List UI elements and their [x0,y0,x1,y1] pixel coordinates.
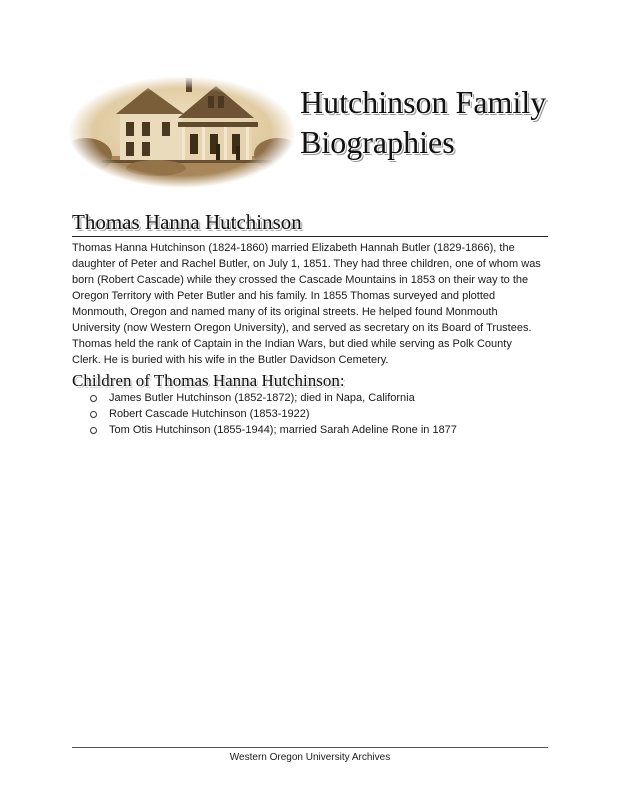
section-heading: Thomas Hanna Hutchinson [72,208,548,237]
bio-line: Thomas held the rank of Captain in the Indian Wars, but died while serving as Polk County [72,338,512,350]
bio-line: Thomas Hanna Hutchinson (1824-1860) married Elizabeth Hannah Butler (1829-1866), the [72,242,515,254]
bio-line: born (Robert Cascade) while they crossed the Cascade Mountains in 1853 on their way to the [72,274,529,286]
bio-line: Monmouth, Oregon and named many of its original streets. He helped found Monmouth [72,306,498,318]
page-title-line-1: Hutchinson Family [300,84,547,120]
page-title-line-2: Biographies [300,124,455,160]
list-item-text: Robert Cascade Hutchinson (1853-1922) [109,408,310,420]
bio-line: Oregon Territory with Peter Butler and his family. In 1855 Thomas surveyed and plotted [72,290,496,302]
list-item [90,390,457,406]
bio-line: University (now Western Oregon University), and served as secretary on its Board of Trustees. [72,322,532,334]
footer-divider [72,747,548,748]
hollow-circle-bullet-icon [90,411,97,418]
house-photo-icon [66,74,298,190]
list-item-text: James Butler Hutchinson (1852-1872); died in Napa, California [109,392,415,404]
page-title [300,82,546,162]
hollow-circle-bullet-icon [90,395,97,402]
biography-paragraph [72,240,550,368]
bio-line: daughter of Peter and Rachel Butler, on July 1, 1851. They had three children, one of whom was [72,258,541,270]
list-item [90,422,457,438]
list-item [90,406,457,422]
list-item-text: Tom Otis Hutchinson (1855-1944); married Sarah Adeline Rone in 1877 [109,424,457,436]
hollow-circle-bullet-icon [90,427,97,434]
children-heading: Children of Thomas Hanna Hutchinson: [72,371,345,390]
footer-text: Western Oregon University Archives [229,752,391,763]
children-list [90,390,457,438]
bio-line: Clerk. He is buried with his wife in the Butler Davidson Cemetery. [72,354,389,366]
